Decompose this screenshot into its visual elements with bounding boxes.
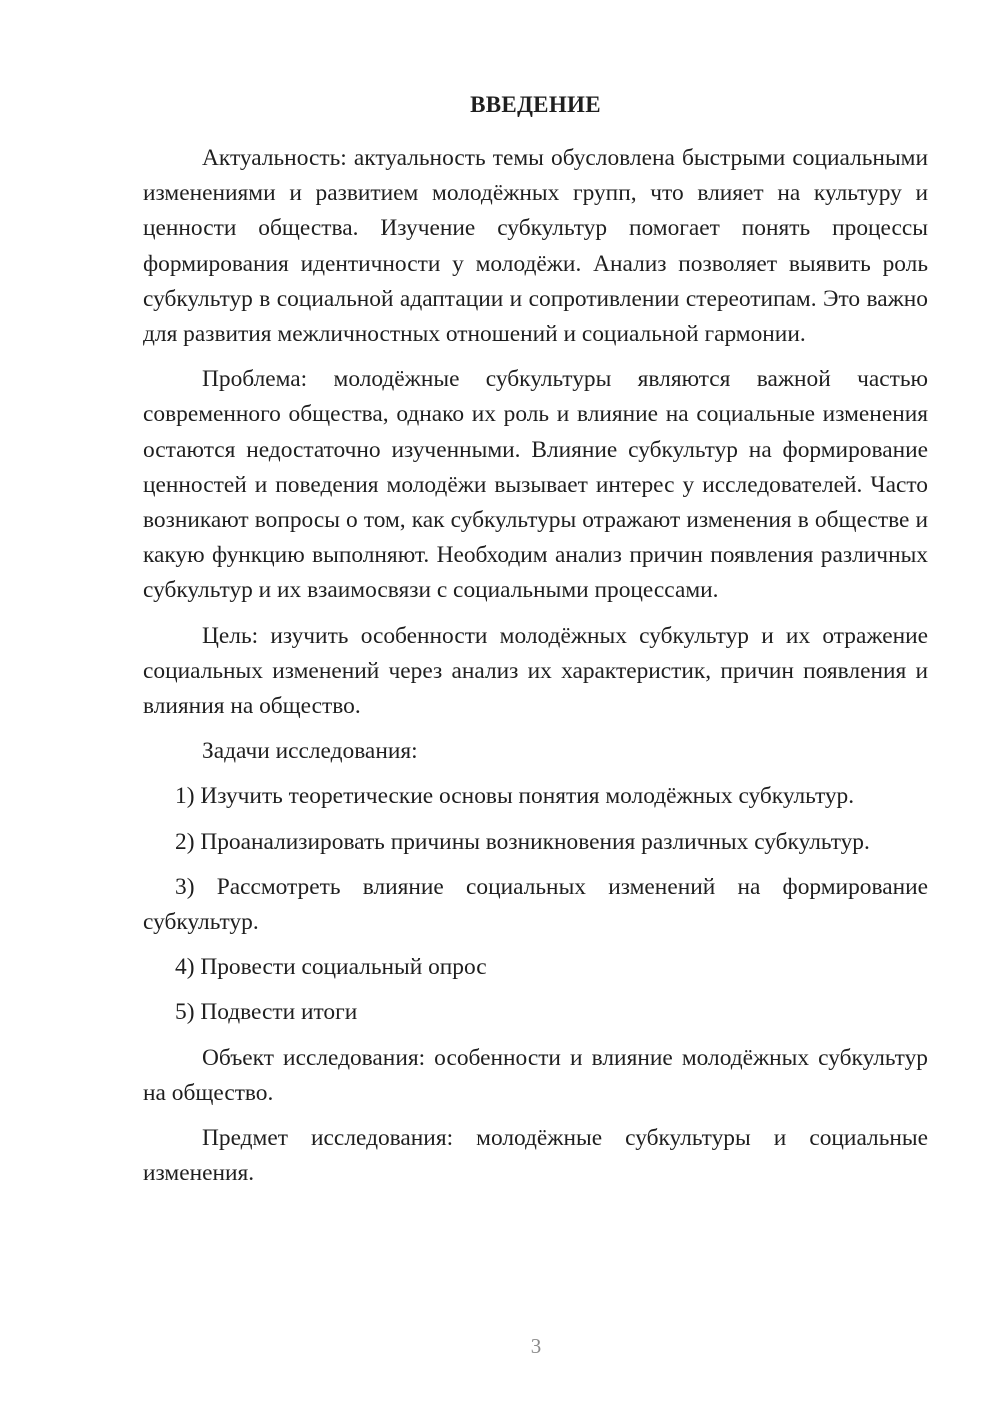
section-title: ВВЕДЕНИЕ: [470, 92, 601, 117]
task-item-4: 4) Провести социальный опрос: [175, 954, 487, 981]
paragraph-tasks-heading: Задачи исследования:: [202, 738, 418, 765]
paragraph-problem: Проблема: молодёжные субкультуры являются важной частью современного общества, однако их роль и влияние на социальные изменения остаются недостаточно изученными. Влияние субкультур на формирование ценностей и поведения молодёжи вызывает интерес у исследователей. Часто возникают вопросы о том, как субкультуры отражают изменения в обществе и какую функцию выполняют. Необходим анализ причин появления различных субкультур и их взаимосвязи с социальными процессами.: [143, 366, 928, 604]
task-item-2: 2) Проанализировать причины возникновения различных субкультур.: [175, 828, 870, 855]
paragraph-subject: Предмет исследования: молодёжные субкультуры и социальные изменения.: [143, 1125, 928, 1187]
page-number: 3: [530, 1334, 542, 1358]
paragraph-object: Объект исследования: особенности и влияние молодёжных субкультур на общество.: [143, 1044, 928, 1106]
body-text: [143, 141, 928, 1201]
task-item-5: 5) Подвести итоги: [175, 999, 358, 1026]
paragraph-relevance: Актуальность: актуальность темы обусловлена быстрыми социальными изменениями и развитием молодёжных групп, что влияет на культуру и ценности общества. Изучение субкультур помогает понять процессы формирования идентичности у молодёжи. Анализ позволяет выявить роль субкультур в социальной адаптации и сопротивлении стереотипам. Это важно для развития межличностных отношений и социальной гармонии.: [143, 145, 928, 348]
task-item-3: 3) Рассмотреть влияние социальных изменений на формирование субкультур.: [143, 873, 928, 936]
task-item-1: 1) Изучить теоретические основы понятия молодёжных субкультур.: [175, 783, 855, 810]
paragraph-goal: Цель: изучить особенности молодёжных субкультур и их отражение социальных изменений через анализ их характеристик, причин появления и влияния на общество.: [143, 622, 928, 720]
